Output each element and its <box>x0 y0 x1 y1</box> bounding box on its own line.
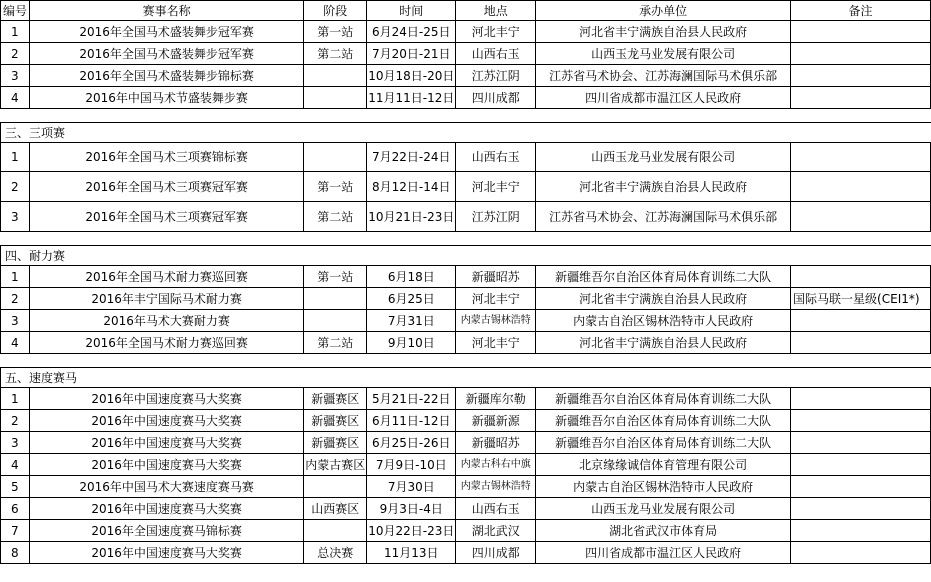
event-name: 2016年中国速度赛马大奖赛 <box>29 410 303 432</box>
table-row <box>1 388 931 410</box>
date: 6月25日 <box>367 288 456 310</box>
spacer-cell <box>29 354 303 368</box>
event-name: 2016年丰宁国际马术耐力赛 <box>29 288 303 310</box>
remark <box>791 202 931 232</box>
location: 山西右玉 <box>456 143 536 172</box>
section-heading-row <box>1 246 931 266</box>
header-row-number: 编号 <box>1 1 30 21</box>
organizer: 新疆维吾尔自治区体育局体育训练二大队 <box>536 410 791 432</box>
stage <box>304 310 367 332</box>
row-number: 4 <box>1 454 30 476</box>
date: 10月22日-23日 <box>367 520 456 542</box>
stage: 第二站 <box>304 202 367 232</box>
section-heading-row <box>1 123 931 143</box>
table-row <box>1 43 931 65</box>
organizer: 河北省丰宁满族自治县人民政府 <box>536 21 791 43</box>
table-row <box>1 432 931 454</box>
row-number: 6 <box>1 498 30 520</box>
section-title: 三、三项赛 <box>1 123 931 143</box>
event-name: 2016年全国马术耐力赛巡回赛 <box>29 266 303 288</box>
date: 6月18日 <box>367 266 456 288</box>
section-spacer <box>1 354 931 368</box>
table-row <box>1 21 931 43</box>
remark <box>791 410 931 432</box>
remark <box>791 388 931 410</box>
event-name: 2016年中国速度赛马大奖赛 <box>29 454 303 476</box>
organizer: 四川省成都市温江区人民政府 <box>536 87 791 109</box>
event-name: 2016年中国马术大赛速度赛马赛 <box>29 476 303 498</box>
table-row <box>1 65 931 87</box>
row-number: 1 <box>1 388 30 410</box>
row-number: 2 <box>1 410 30 432</box>
table-row <box>1 410 931 432</box>
organizer: 河北省丰宁满族自治县人民政府 <box>536 172 791 202</box>
location: 江苏江阴 <box>456 65 536 87</box>
table-row <box>1 288 931 310</box>
table-row <box>1 542 931 564</box>
stage <box>304 520 367 542</box>
event-name: 2016年全国马术耐力赛巡回赛 <box>29 332 303 354</box>
organizer: 四川省成都市温江区人民政府 <box>536 542 791 564</box>
spacer-cell <box>29 232 303 246</box>
date: 5月21日-22日 <box>367 388 456 410</box>
header-organizer: 承办单位 <box>536 1 791 21</box>
remark <box>791 498 931 520</box>
organizer: 新疆维吾尔自治区体育局体育训练二大队 <box>536 266 791 288</box>
stage: 总决赛 <box>304 542 367 564</box>
event-name: 2016年全国马术三项赛冠军赛 <box>29 172 303 202</box>
table-row <box>1 202 931 232</box>
row-number: 4 <box>1 87 30 109</box>
table-header <box>1 1 931 21</box>
spacer-cell <box>1 109 30 123</box>
table-row <box>1 498 931 520</box>
organizer: 江苏省马术协会、江苏海澜国际马术俱乐部 <box>536 202 791 232</box>
table-row <box>1 332 931 354</box>
event-name: 2016年全国马术三项赛锦标赛 <box>29 143 303 172</box>
organizer: 新疆维吾尔自治区体育局体育训练二大队 <box>536 432 791 454</box>
remark <box>791 542 931 564</box>
date: 9月10日 <box>367 332 456 354</box>
row-number: 2 <box>1 43 30 65</box>
organizer: 河北省丰宁满族自治县人民政府 <box>536 332 791 354</box>
organizer: 湖北省武汉市体育局 <box>536 520 791 542</box>
event-name: 2016年中国速度赛马大奖赛 <box>29 388 303 410</box>
row-number: 3 <box>1 65 30 87</box>
spacer-cell <box>1 354 30 368</box>
organizer: 内蒙古自治区锡林浩特市人民政府 <box>536 310 791 332</box>
stage: 内蒙古赛区 <box>304 454 367 476</box>
stage: 新疆赛区 <box>304 410 367 432</box>
stage: 第二站 <box>304 332 367 354</box>
location: 新疆新源 <box>456 410 536 432</box>
table-row <box>1 266 931 288</box>
remark <box>791 43 931 65</box>
organizer: 山西玉龙马业发展有限公司 <box>536 498 791 520</box>
row-number: 1 <box>1 143 30 172</box>
header-remark: 备注 <box>791 1 931 21</box>
spacer-cell <box>536 232 791 246</box>
header-date: 时间 <box>367 1 456 21</box>
location: 河北丰宁 <box>456 172 536 202</box>
organizer: 河北省丰宁满族自治县人民政府 <box>536 288 791 310</box>
table-row <box>1 520 931 542</box>
spacer-cell <box>456 109 536 123</box>
section-title: 五、速度赛马 <box>1 368 931 388</box>
row-number: 3 <box>1 432 30 454</box>
row-number: 4 <box>1 332 30 354</box>
organizer: 北京缘缘诚信体育管理有限公司 <box>536 454 791 476</box>
date: 7月31日 <box>367 310 456 332</box>
location: 新疆昭苏 <box>456 266 536 288</box>
remark <box>791 520 931 542</box>
date: 6月25日-26日 <box>367 432 456 454</box>
spacer-cell <box>791 354 931 368</box>
date: 10月18日-20日 <box>367 65 456 87</box>
remark <box>791 266 931 288</box>
spacer-cell <box>536 109 791 123</box>
section-spacer <box>1 109 931 123</box>
stage <box>304 288 367 310</box>
stage: 新疆赛区 <box>304 388 367 410</box>
spacer-cell <box>367 354 456 368</box>
remark <box>791 310 931 332</box>
date: 6月11日-12日 <box>367 410 456 432</box>
section-heading-row <box>1 368 931 388</box>
remark <box>791 87 931 109</box>
event-name: 2016年中国马术节盛装舞步赛 <box>29 87 303 109</box>
remark <box>791 476 931 498</box>
spacer-cell <box>304 354 367 368</box>
spacer-cell <box>304 109 367 123</box>
event-name: 2016年全国速度赛马锦标赛 <box>29 520 303 542</box>
location: 山西右玉 <box>456 43 536 65</box>
location: 新疆昭苏 <box>456 432 536 454</box>
spacer-cell <box>456 354 536 368</box>
organizer: 内蒙古自治区锡林浩特市人民政府 <box>536 476 791 498</box>
stage: 第一站 <box>304 172 367 202</box>
location: 内蒙古科右中旗 <box>456 454 536 476</box>
spacer-cell <box>791 109 931 123</box>
stage <box>304 65 367 87</box>
section-spacer <box>1 232 931 246</box>
date: 9月3日-4日 <box>367 498 456 520</box>
row-number: 1 <box>1 266 30 288</box>
event-name: 2016年全国马术盛装舞步锦标赛 <box>29 65 303 87</box>
spacer-cell <box>304 232 367 246</box>
remark: 国际马联一星级(CEI1*) <box>791 288 931 310</box>
organizer: 山西玉龙马业发展有限公司 <box>536 43 791 65</box>
remark <box>791 21 931 43</box>
table-row <box>1 476 931 498</box>
spacer-cell <box>791 232 931 246</box>
spacer-cell <box>367 109 456 123</box>
date: 7月22日-24日 <box>367 143 456 172</box>
spacer-cell <box>367 232 456 246</box>
location: 河北丰宁 <box>456 288 536 310</box>
date: 7月20日-21日 <box>367 43 456 65</box>
stage <box>304 143 367 172</box>
date: 7月9日-10日 <box>367 454 456 476</box>
event-name: 2016年马术大赛耐力赛 <box>29 310 303 332</box>
header-location: 地点 <box>456 1 536 21</box>
location: 山西右玉 <box>456 498 536 520</box>
event-name: 2016年中国速度赛马大奖赛 <box>29 498 303 520</box>
spacer-cell <box>29 109 303 123</box>
table-row <box>1 454 931 476</box>
location: 内蒙古锡林浩特 <box>456 476 536 498</box>
row-number: 3 <box>1 310 30 332</box>
remark <box>791 332 931 354</box>
table-row <box>1 172 931 202</box>
remark <box>791 65 931 87</box>
row-number: 5 <box>1 476 30 498</box>
stage: 第一站 <box>304 21 367 43</box>
location: 江苏江阴 <box>456 202 536 232</box>
event-name: 2016年全国马术盛装舞步冠军赛 <box>29 21 303 43</box>
date: 6月24日-25日 <box>367 21 456 43</box>
stage: 第一站 <box>304 266 367 288</box>
location: 湖北武汉 <box>456 520 536 542</box>
table-row <box>1 310 931 332</box>
header-event-name: 赛事名称 <box>29 1 303 21</box>
header-stage: 阶段 <box>304 1 367 21</box>
row-number: 1 <box>1 21 30 43</box>
event-name: 2016年全国马术三项赛冠军赛 <box>29 202 303 232</box>
stage: 第二站 <box>304 43 367 65</box>
date: 8月12日-14日 <box>367 172 456 202</box>
date: 10月21日-23日 <box>367 202 456 232</box>
schedule-body <box>1 1 931 564</box>
location: 四川成都 <box>456 542 536 564</box>
row-number: 2 <box>1 288 30 310</box>
date: 11月11日-12日 <box>367 87 456 109</box>
spacer-cell <box>1 232 30 246</box>
remark <box>791 172 931 202</box>
location: 内蒙古锡林浩特 <box>456 310 536 332</box>
date: 11月13日 <box>367 542 456 564</box>
stage: 山西赛区 <box>304 498 367 520</box>
row-number: 2 <box>1 172 30 202</box>
remark <box>791 432 931 454</box>
stage <box>304 87 367 109</box>
stage: 新疆赛区 <box>304 432 367 454</box>
organizer: 新疆维吾尔自治区体育局体育训练二大队 <box>536 388 791 410</box>
row-number: 7 <box>1 520 30 542</box>
table-row <box>1 87 931 109</box>
location: 新疆库尔勒 <box>456 388 536 410</box>
location: 河北丰宁 <box>456 21 536 43</box>
table-row <box>1 143 931 172</box>
remark <box>791 143 931 172</box>
row-number: 3 <box>1 202 30 232</box>
event-name: 2016年中国速度赛马大奖赛 <box>29 542 303 564</box>
organizer: 山西玉龙马业发展有限公司 <box>536 143 791 172</box>
location: 四川成都 <box>456 87 536 109</box>
organizer: 江苏省马术协会、江苏海澜国际马术俱乐部 <box>536 65 791 87</box>
section-title: 四、耐力赛 <box>1 246 931 266</box>
remark <box>791 454 931 476</box>
location: 河北丰宁 <box>456 332 536 354</box>
event-name: 2016年中国速度赛马大奖赛 <box>29 432 303 454</box>
spacer-cell <box>456 232 536 246</box>
event-name: 2016年全国马术盛装舞步冠军赛 <box>29 43 303 65</box>
row-number: 8 <box>1 542 30 564</box>
date: 7月30日 <box>367 476 456 498</box>
stage <box>304 476 367 498</box>
spacer-cell <box>536 354 791 368</box>
